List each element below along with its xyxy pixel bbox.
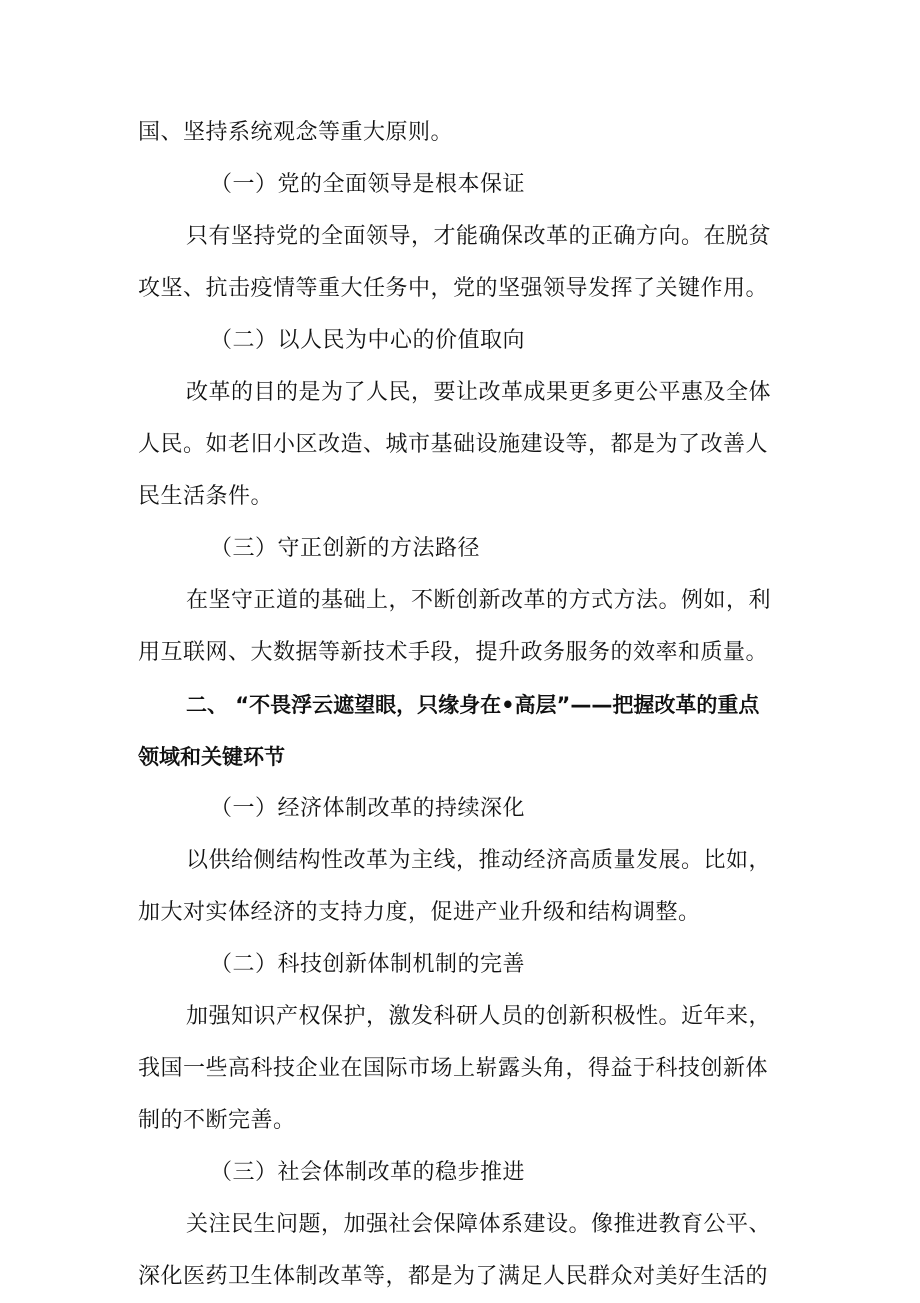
section-heading: 二、 “不畏浮云遮望眼，只缘身在•高层”——把握改革的重点 [186, 693, 760, 717]
paragraph-line: 民生活条件。 [138, 484, 274, 509]
paragraph-line: 人民。如老旧小区改造、城市基础设施建设等，都是为了改善人 [138, 432, 769, 457]
subsection-heading: （一）经济体制改革的持续深化 [210, 796, 526, 821]
paragraph-line: 在坚守正道的基础上，不断创新改革的方式方法。例如，利 [186, 588, 772, 613]
subsection-heading: （二）科技创新体制机制的完善 [210, 952, 526, 977]
paragraph-line: 以供给侧结构性改革为主线，推动经济高质量发展。比如， [186, 848, 772, 873]
paragraph-line: 国、坚持系统观念等重大原则。 [138, 120, 454, 145]
paragraph-line: 攻坚、抗击疫情等重大任务中，党的坚强领导发挥了关键作用。 [138, 276, 769, 301]
subsection-heading: （一）党的全面领导是根本保证 [210, 172, 526, 197]
paragraph-line: 用互联网、大数据等新技术手段，提升政务服务的效率和质量。 [138, 640, 769, 665]
subsection-heading: （二）以人民为中心的价值取向 [210, 328, 526, 353]
subsection-heading: （三）守正创新的方法路径 [210, 536, 481, 561]
paragraph-line: 我国一些高科技企业在国际市场上崭露头角，得益于科技创新体 [138, 1056, 769, 1081]
paragraph-line: 关注民生问题，加强社会保障体系建设。像推进教育公平、 [186, 1212, 772, 1237]
paragraph-line: 制的不断完善。 [138, 1108, 296, 1133]
paragraph-line: 只有坚持党的全面领导，才能确保改革的正确方向。在脱贫 [186, 224, 772, 249]
paragraph-line: 加大对实体经济的支持力度，促进产业升级和结构调整。 [138, 900, 701, 925]
paragraph-line: 改革的目的是为了人民，要让改革成果更多更公平惠及全体 [186, 380, 772, 405]
subsection-heading: （三）社会体制改革的稳步推进 [210, 1160, 526, 1185]
paragraph-line: 加强知识产权保护，激发科研人员的创新积极性。近年来， [186, 1004, 772, 1029]
paragraph-line: 深化医药卫生体制改革等，都是为了满足人民群众对美好生活的 [138, 1264, 769, 1289]
section-heading: 领域和关键环节 [138, 745, 285, 769]
document-body [138, 107, 788, 1303]
